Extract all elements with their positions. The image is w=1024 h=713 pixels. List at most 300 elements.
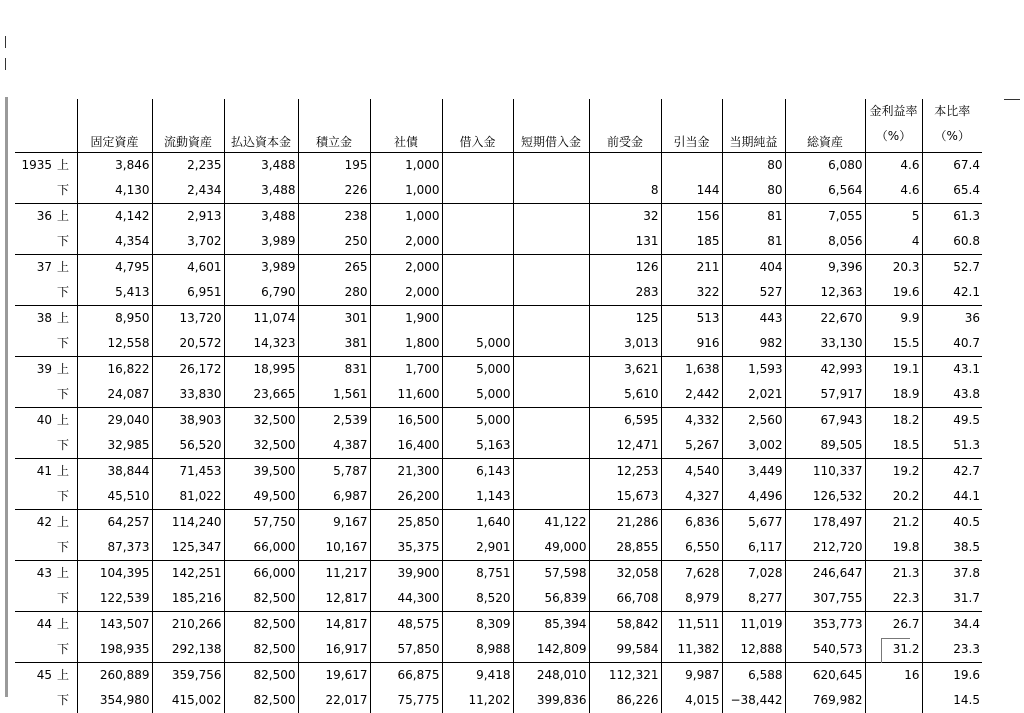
table-row	[15, 663, 982, 689]
header-row	[15, 99, 982, 153]
table-row	[15, 510, 982, 536]
year-cell: 1935	[15, 153, 55, 179]
value-cell	[513, 178, 589, 204]
half-cell: 上	[55, 561, 77, 587]
year-cell: 39	[15, 357, 55, 383]
table-row	[15, 153, 982, 179]
value-cell: 49.5	[922, 408, 982, 434]
value-cell: 11,382	[661, 637, 722, 663]
value-cell	[513, 280, 589, 306]
value-cell: 212,720	[785, 535, 865, 561]
value-cell	[513, 382, 589, 408]
value-cell: 7,055	[785, 204, 865, 230]
value-cell: 57,750	[224, 510, 298, 536]
value-cell: 301	[298, 306, 370, 332]
value-cell: 195	[298, 153, 370, 179]
value-cell: 26.7	[865, 612, 922, 638]
value-cell: 64,257	[77, 510, 152, 536]
table-row	[15, 280, 982, 306]
value-cell: 354,980	[77, 688, 152, 713]
value-cell: 513	[661, 306, 722, 332]
value-cell: 13,720	[152, 306, 224, 332]
value-cell	[442, 178, 513, 204]
value-cell: 126,532	[785, 484, 865, 510]
value-cell	[442, 255, 513, 281]
value-cell: 2,901	[442, 535, 513, 561]
year-cell	[15, 433, 55, 459]
value-cell: 248,010	[513, 663, 589, 689]
value-cell: 122,539	[77, 586, 152, 612]
value-cell: 99,584	[589, 637, 661, 663]
value-cell	[661, 153, 722, 179]
year-cell: 41	[15, 459, 55, 485]
half-cell: 上	[55, 255, 77, 281]
value-cell: 982	[722, 331, 785, 357]
value-cell: 5,000	[442, 331, 513, 357]
value-cell: 14,817	[298, 612, 370, 638]
value-cell: 6,550	[661, 535, 722, 561]
half-cell: 下	[57, 591, 70, 605]
value-cell: 23.3	[922, 637, 982, 663]
value-cell: 40.7	[922, 331, 982, 357]
value-cell: 7,028	[722, 561, 785, 587]
value-cell: 1,143	[442, 484, 513, 510]
value-cell: 2,021	[722, 382, 785, 408]
half-cell: 下	[57, 285, 70, 299]
value-cell: 131	[589, 229, 661, 255]
value-cell: 15.5	[865, 331, 922, 357]
value-cell: 39,900	[370, 561, 442, 587]
value-cell: 4,795	[77, 255, 152, 281]
value-cell: 1,638	[661, 357, 722, 383]
value-cell: 8,751	[442, 561, 513, 587]
value-cell: 381	[298, 331, 370, 357]
value-cell: 9,987	[661, 663, 722, 689]
value-cell: 4,327	[661, 484, 722, 510]
table-row	[15, 612, 982, 638]
table-row	[15, 459, 982, 485]
value-cell	[442, 229, 513, 255]
value-cell	[513, 408, 589, 434]
value-cell: 114,240	[152, 510, 224, 536]
value-cell: 52.7	[922, 255, 982, 281]
column-header: 総資産	[785, 99, 865, 153]
year-cell	[15, 178, 55, 204]
half-cell: 下	[57, 336, 70, 350]
table-row	[15, 204, 982, 230]
table-row	[15, 586, 982, 612]
value-cell: 142,251	[152, 561, 224, 587]
value-cell: 22.3	[865, 586, 922, 612]
value-cell: 57,598	[513, 561, 589, 587]
column-header: 短期借入金	[513, 99, 589, 153]
value-cell: 5,413	[77, 280, 152, 306]
value-cell: 6,836	[661, 510, 722, 536]
value-cell: 353,773	[785, 612, 865, 638]
value-cell: 260,889	[77, 663, 152, 689]
value-cell: 42,993	[785, 357, 865, 383]
value-cell: 2,442	[661, 382, 722, 408]
value-cell: 44.1	[922, 484, 982, 510]
value-cell: 61.3	[922, 204, 982, 230]
value-cell: 1,900	[370, 306, 442, 332]
year-cell	[15, 484, 55, 510]
value-cell: 4,354	[77, 229, 152, 255]
value-cell: 307,755	[785, 586, 865, 612]
column-header: 金利益率 （%）	[865, 99, 922, 153]
value-cell: 81,022	[152, 484, 224, 510]
half-cell: 上	[55, 510, 77, 536]
value-cell: 5,163	[442, 433, 513, 459]
value-cell: 415,002	[152, 688, 224, 713]
value-cell: 144	[661, 178, 722, 204]
column-header: 積立金	[298, 99, 370, 153]
value-cell: 112,321	[589, 663, 661, 689]
value-cell: 14,323	[224, 331, 298, 357]
column-header: 本比率 （%）	[922, 99, 982, 153]
value-cell: 143,507	[77, 612, 152, 638]
half-cell: 下	[57, 642, 70, 656]
column-header: 流動資産	[152, 99, 224, 153]
year-cell	[15, 280, 55, 306]
column-header: 当期純益	[722, 99, 785, 153]
value-cell: 5,610	[589, 382, 661, 408]
value-cell: 32,058	[589, 561, 661, 587]
value-cell: 1,800	[370, 331, 442, 357]
year-cell: 45	[15, 663, 55, 689]
year-cell	[15, 688, 55, 713]
half-cell: 上	[55, 306, 77, 332]
value-cell: 125,347	[152, 535, 224, 561]
value-cell: 4,387	[298, 433, 370, 459]
value-cell: 16,400	[370, 433, 442, 459]
value-cell: 43.1	[922, 357, 982, 383]
value-cell: 250	[298, 229, 370, 255]
value-cell: 8	[589, 178, 661, 204]
year-cell: 37	[15, 255, 55, 281]
table-row	[15, 229, 982, 255]
value-cell: 26,200	[370, 484, 442, 510]
value-cell: 38,844	[77, 459, 152, 485]
half-cell: 下	[57, 489, 70, 503]
half-cell: 下	[57, 387, 70, 401]
table-row	[15, 331, 982, 357]
value-cell: 2,560	[722, 408, 785, 434]
value-cell: 12,558	[77, 331, 152, 357]
value-cell: 66,875	[370, 663, 442, 689]
value-cell: 6,143	[442, 459, 513, 485]
column-header: 社債	[370, 99, 442, 153]
year-cell	[15, 229, 55, 255]
value-cell: 6,790	[224, 280, 298, 306]
value-cell: 82,500	[224, 637, 298, 663]
value-cell: 11,217	[298, 561, 370, 587]
value-cell: 12,363	[785, 280, 865, 306]
value-cell: 831	[298, 357, 370, 383]
value-cell: 185	[661, 229, 722, 255]
value-cell: 6,951	[152, 280, 224, 306]
value-cell: 322	[661, 280, 722, 306]
value-cell: 4,540	[661, 459, 722, 485]
value-cell: 3,488	[224, 178, 298, 204]
value-cell: 33,130	[785, 331, 865, 357]
balance-sheet-table	[15, 99, 982, 713]
value-cell: 89,505	[785, 433, 865, 459]
value-cell: 39,500	[224, 459, 298, 485]
value-cell	[513, 484, 589, 510]
value-cell: 3,488	[224, 204, 298, 230]
half-cell: 下	[57, 438, 70, 452]
value-cell: 32,985	[77, 433, 152, 459]
column-header: 引当金	[661, 99, 722, 153]
value-cell: 3,846	[77, 153, 152, 179]
value-cell: 67.4	[922, 153, 982, 179]
value-cell: 5	[865, 204, 922, 230]
column-header: 借入金	[442, 99, 513, 153]
value-cell: 283	[589, 280, 661, 306]
value-cell: 2,913	[152, 204, 224, 230]
value-cell: 56,520	[152, 433, 224, 459]
value-cell: 4,496	[722, 484, 785, 510]
value-cell: 1,000	[370, 204, 442, 230]
value-cell: 38.5	[922, 535, 982, 561]
value-cell: 3,488	[224, 153, 298, 179]
value-cell: 66,708	[589, 586, 661, 612]
column-header: 固定資産	[77, 99, 152, 153]
value-cell: 81	[722, 229, 785, 255]
value-cell: 80	[722, 153, 785, 179]
value-cell: 265	[298, 255, 370, 281]
value-cell: 19.6	[865, 280, 922, 306]
value-cell: 44,300	[370, 586, 442, 612]
year-cell: 36	[15, 204, 55, 230]
value-cell: 1,000	[370, 178, 442, 204]
value-cell: 7,628	[661, 561, 722, 587]
table-row	[15, 535, 982, 561]
value-cell: 20.3	[865, 255, 922, 281]
year-cell	[15, 535, 55, 561]
value-cell: 3,702	[152, 229, 224, 255]
year-cell	[15, 382, 55, 408]
value-cell: 5,000	[442, 357, 513, 383]
dash-mark	[1004, 99, 1020, 100]
year-cell	[15, 586, 55, 612]
value-cell: 9.9	[865, 306, 922, 332]
value-cell: 6,117	[722, 535, 785, 561]
value-cell: 82,500	[224, 688, 298, 713]
value-cell: 43.8	[922, 382, 982, 408]
value-cell: 21.3	[865, 561, 922, 587]
table-row	[15, 357, 982, 383]
value-cell: 19.6	[922, 663, 982, 689]
value-cell: 11,074	[224, 306, 298, 332]
value-cell: 19.1	[865, 357, 922, 383]
value-cell: 4,601	[152, 255, 224, 281]
value-cell: 48,575	[370, 612, 442, 638]
value-cell: 29,040	[77, 408, 152, 434]
value-cell: 42.1	[922, 280, 982, 306]
value-cell: 65.4	[922, 178, 982, 204]
value-cell: 21,286	[589, 510, 661, 536]
value-cell	[513, 459, 589, 485]
value-cell	[513, 229, 589, 255]
value-cell: 6,987	[298, 484, 370, 510]
value-cell: 1,561	[298, 382, 370, 408]
value-cell: 22,670	[785, 306, 865, 332]
value-cell: 36	[922, 306, 982, 332]
value-cell: 34.4	[922, 612, 982, 638]
half-cell: 上	[55, 357, 77, 383]
value-cell: 5,787	[298, 459, 370, 485]
value-cell	[513, 433, 589, 459]
value-cell: 82,500	[224, 612, 298, 638]
value-cell: 71,453	[152, 459, 224, 485]
table-row	[15, 306, 982, 332]
value-cell: 45,510	[77, 484, 152, 510]
value-cell: 14.5	[922, 688, 982, 713]
value-cell: 66,000	[224, 561, 298, 587]
value-cell: 66,000	[224, 535, 298, 561]
table-row	[15, 561, 982, 587]
value-cell	[589, 153, 661, 179]
value-cell: 2,434	[152, 178, 224, 204]
value-cell: 2,539	[298, 408, 370, 434]
value-cell: 11,511	[661, 612, 722, 638]
value-cell: 80	[722, 178, 785, 204]
value-cell: 4,332	[661, 408, 722, 434]
value-cell	[513, 153, 589, 179]
half-cell: 上	[55, 408, 77, 434]
value-cell: 110,337	[785, 459, 865, 485]
half-cell: 下	[57, 234, 70, 248]
year-cell: 42	[15, 510, 55, 536]
value-cell: 22,017	[298, 688, 370, 713]
value-cell: 12,888	[722, 637, 785, 663]
value-cell: 82,500	[224, 663, 298, 689]
value-cell	[865, 688, 922, 713]
value-cell: 82,500	[224, 586, 298, 612]
value-cell: 1,000	[370, 153, 442, 179]
value-cell: 292,138	[152, 637, 224, 663]
value-cell: 20.2	[865, 484, 922, 510]
spreadsheet-view	[5, 0, 1024, 707]
value-cell: 443	[722, 306, 785, 332]
table-row	[15, 433, 982, 459]
value-cell: 58,842	[589, 612, 661, 638]
value-cell: 21,300	[370, 459, 442, 485]
value-cell: 6,588	[722, 663, 785, 689]
value-cell: 60.8	[922, 229, 982, 255]
value-cell: 12,817	[298, 586, 370, 612]
half-cell: 上	[55, 612, 77, 638]
value-cell: 4.6	[865, 178, 922, 204]
value-cell	[513, 204, 589, 230]
value-cell: 185,216	[152, 586, 224, 612]
value-cell: 28,855	[589, 535, 661, 561]
value-cell: 104,395	[77, 561, 152, 587]
value-cell: 156	[661, 204, 722, 230]
table-row	[15, 255, 982, 281]
value-cell: 38,903	[152, 408, 224, 434]
value-cell	[442, 204, 513, 230]
value-cell: 3,621	[589, 357, 661, 383]
half-cell: 下	[57, 183, 70, 197]
value-cell: 49,000	[513, 535, 589, 561]
value-cell: 33,830	[152, 382, 224, 408]
table-row	[15, 382, 982, 408]
value-cell: 11,202	[442, 688, 513, 713]
year-cell	[15, 331, 55, 357]
year-cell: 40	[15, 408, 55, 434]
value-cell: 15,673	[589, 484, 661, 510]
value-cell: 6,080	[785, 153, 865, 179]
value-cell: 238	[298, 204, 370, 230]
value-cell: 4,015	[661, 688, 722, 713]
value-cell: 24,087	[77, 382, 152, 408]
value-cell: 51.3	[922, 433, 982, 459]
value-cell: 56,839	[513, 586, 589, 612]
value-cell: 142,809	[513, 637, 589, 663]
value-cell	[513, 357, 589, 383]
value-cell: 25,850	[370, 510, 442, 536]
value-cell: 18.2	[865, 408, 922, 434]
value-cell: 4	[865, 229, 922, 255]
half-cell: 下	[57, 693, 70, 707]
value-cell: 5,677	[722, 510, 785, 536]
value-cell: 19.2	[865, 459, 922, 485]
value-cell: 5,267	[661, 433, 722, 459]
value-cell: 6,595	[589, 408, 661, 434]
value-cell: 9,396	[785, 255, 865, 281]
value-cell: 3,989	[224, 255, 298, 281]
value-cell: 4,142	[77, 204, 152, 230]
value-cell: 6,564	[785, 178, 865, 204]
value-cell: 2,000	[370, 229, 442, 255]
value-cell: 3,449	[722, 459, 785, 485]
value-cell: 9,167	[298, 510, 370, 536]
value-cell: 19,617	[298, 663, 370, 689]
value-cell: 32,500	[224, 408, 298, 434]
value-cell: 57,850	[370, 637, 442, 663]
value-cell: 1,640	[442, 510, 513, 536]
value-cell: 8,520	[442, 586, 513, 612]
value-cell	[442, 153, 513, 179]
year-cell: 44	[15, 612, 55, 638]
value-cell: 18.9	[865, 382, 922, 408]
value-cell: 16	[865, 663, 922, 689]
value-cell: 32,500	[224, 433, 298, 459]
value-cell: 42.7	[922, 459, 982, 485]
value-cell: 23,665	[224, 382, 298, 408]
value-cell: 540,573	[785, 637, 865, 663]
value-cell: 12,471	[589, 433, 661, 459]
value-cell: 4,130	[77, 178, 152, 204]
value-cell: 20,572	[152, 331, 224, 357]
table-row	[15, 408, 982, 434]
value-cell: 769,982	[785, 688, 865, 713]
value-cell: 67,943	[785, 408, 865, 434]
value-cell: 16,917	[298, 637, 370, 663]
value-cell: 125	[589, 306, 661, 332]
value-cell: −38,442	[722, 688, 785, 713]
edge-mark	[5, 58, 6, 70]
column-header: 払込資本金	[224, 99, 298, 153]
value-cell: 2,000	[370, 255, 442, 281]
value-cell: 8,988	[442, 637, 513, 663]
value-cell: 4.6	[865, 153, 922, 179]
column-header: 前受金	[589, 99, 661, 153]
value-cell: 11,600	[370, 382, 442, 408]
